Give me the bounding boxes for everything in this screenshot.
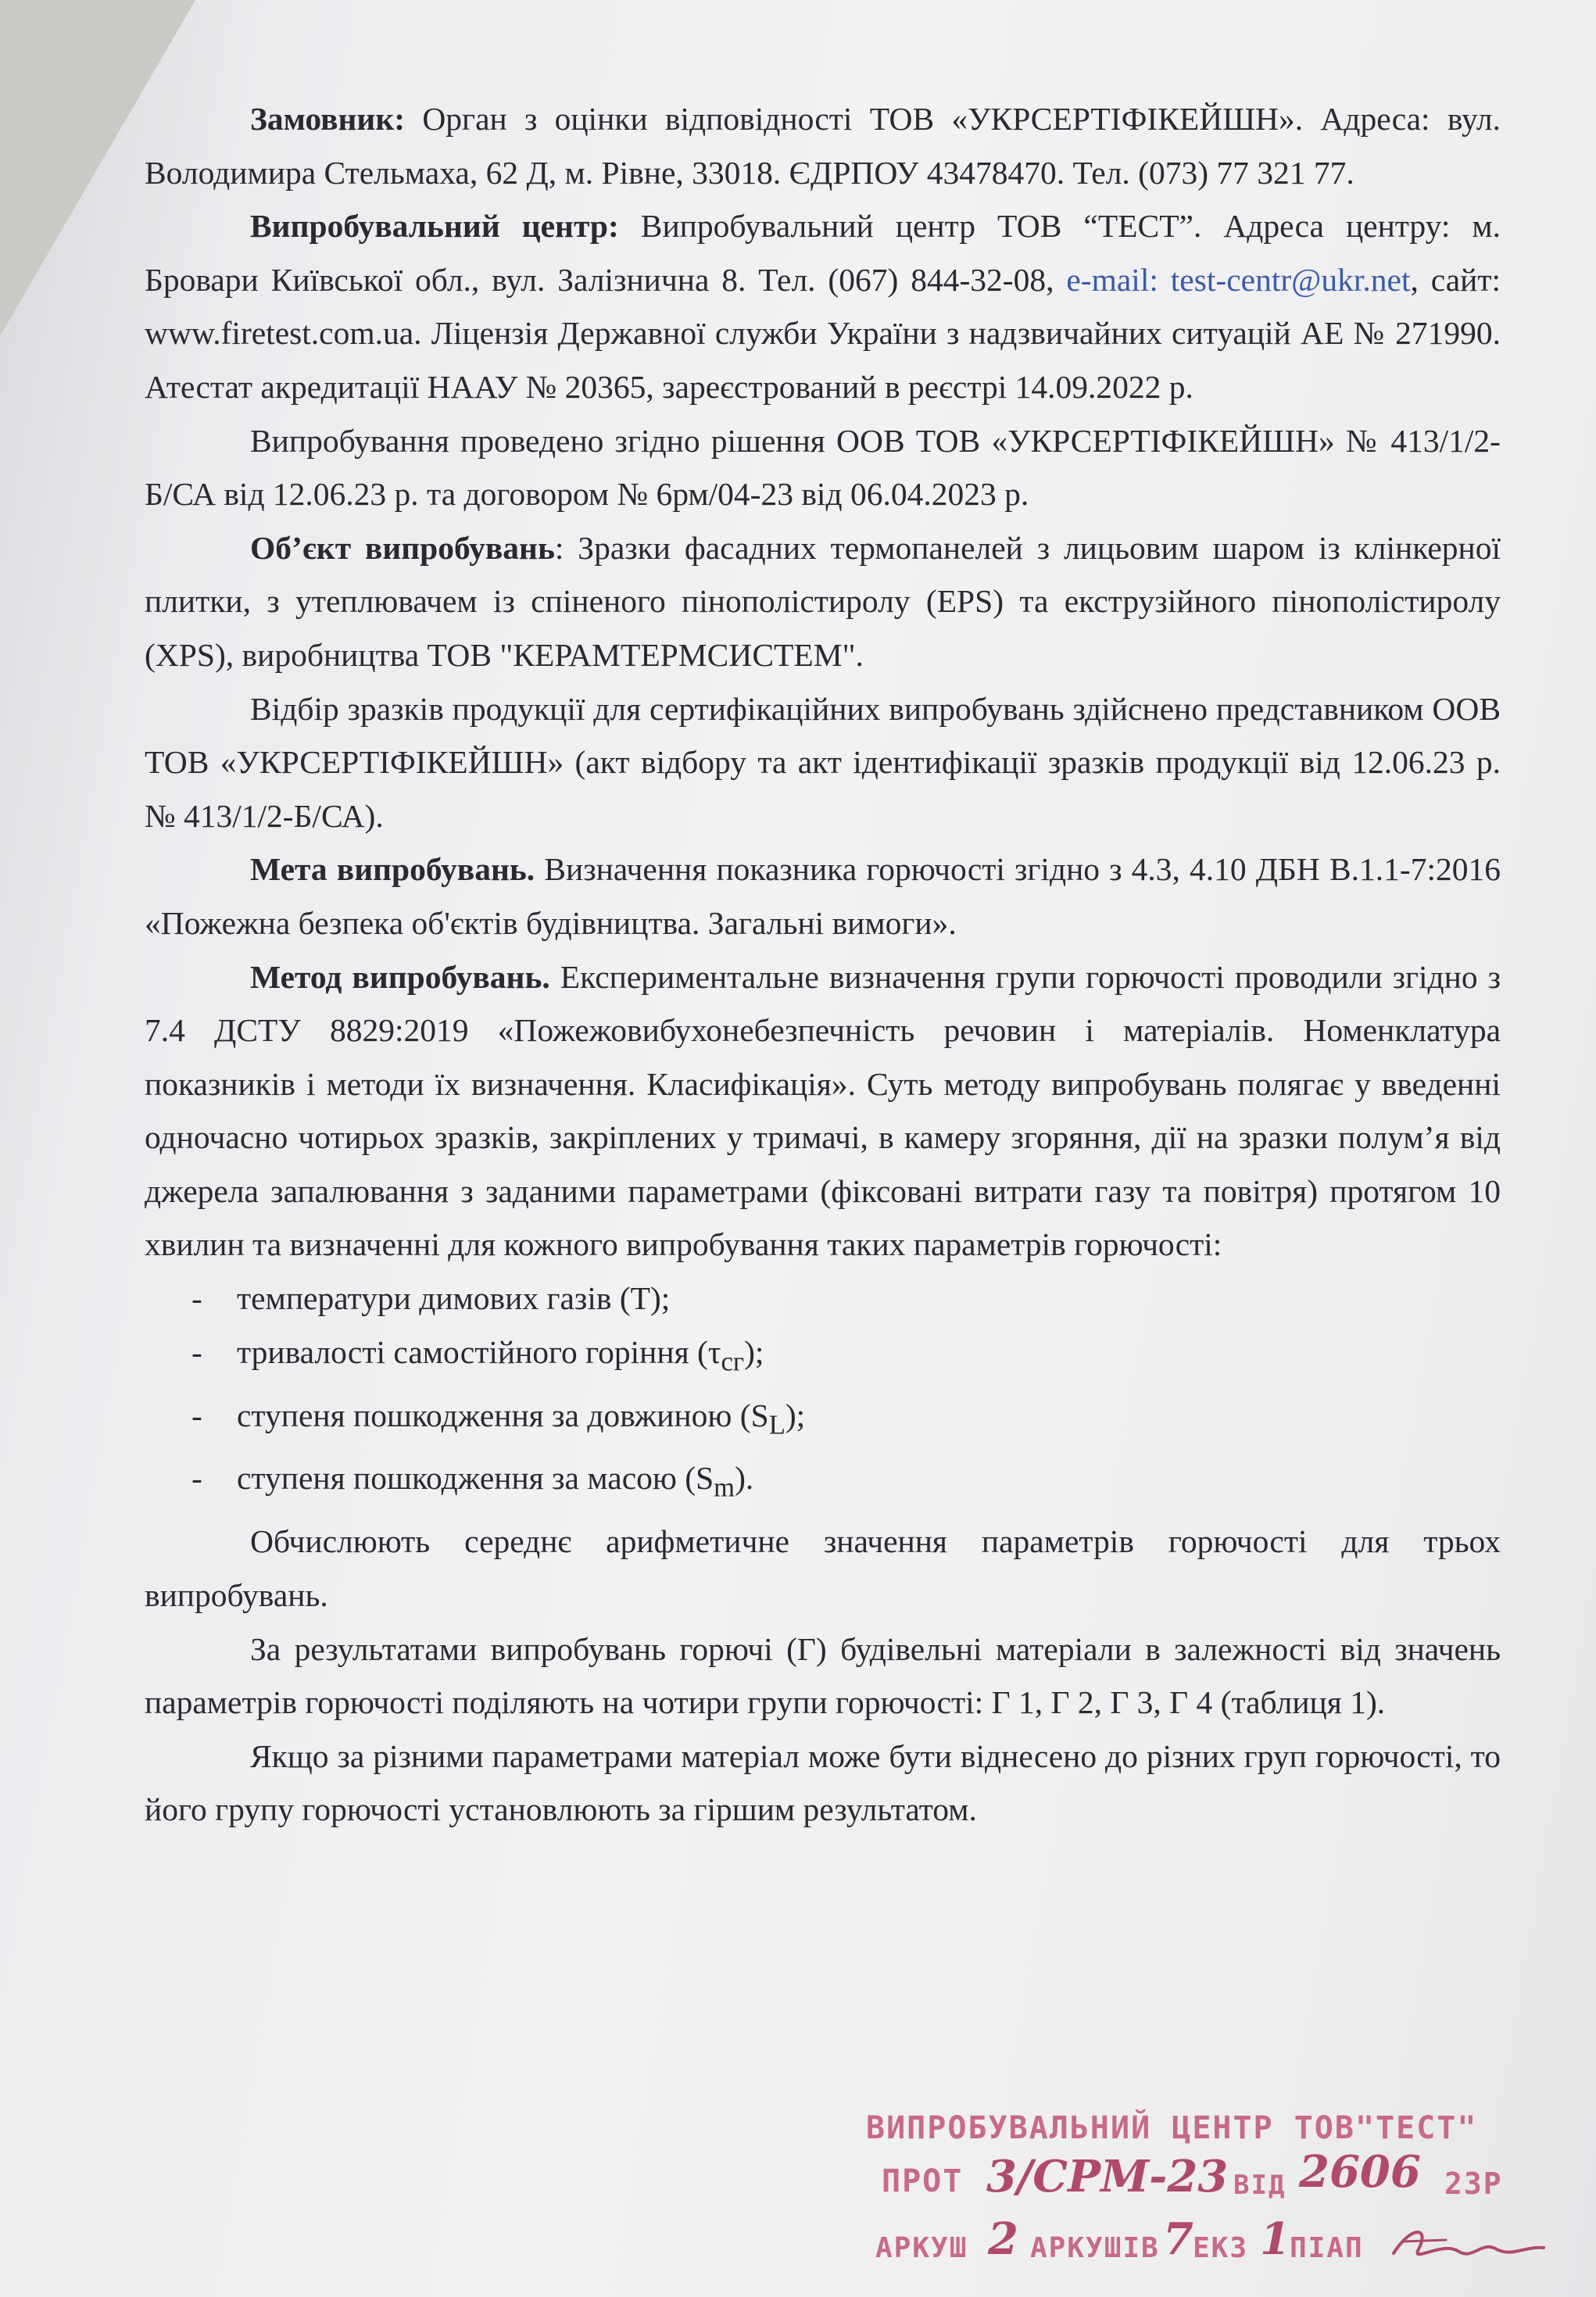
purpose-text: Визначення показника горючості згідно з 4.3, 4.10 ДБН В.1.1-7:2016 «Пожежна безпека об'єктів будівництва. Загальні вимоги».	[145, 851, 1501, 941]
test-center-label: Випробувальний центр:	[250, 208, 619, 245]
stamp-year: 23Р	[1444, 2166, 1503, 2201]
method-label: Метод випробувань.	[250, 958, 550, 995]
test-object-text: : Зразки фасадних термопанелей з лицьовим шаром із клінкерної плитки, з утеплювачем із спіненого пінополістиролу (EPS) та екструзійного пінополістиролу (XPS), виробництва ТОВ "КЕРАМТЕРМСИСТЕМ".	[145, 529, 1501, 673]
stamp-copies-label: ПІАП	[1290, 2232, 1364, 2264]
groups-paragraph: За результатами випробувань горючі (Г) будівельні матеріали в залежності від значень параметрів горючості поділяють на чотири групи горючості: Г 1, Г 2, Г 3, Г 4 (таблиця 1).	[145, 1630, 1501, 1721]
method-text: Експериментальне визначення групи горючості проводили згідно з 7.4 ДСТУ 8829:2019 «Пожежовибухонебезпечність речовин і матеріалів. Номенклатура показників і методи їх визначення. Класифікація». Суть методу випробувань полягає у введенні одночасно чотирьох зразків, закріплених у тримачі, в камеру згоряння, дії на зразки полум’я від джерела запалювання з заданими параметрами (фіксовані витрати газу та повітря) протягом 10 хвилин та визначенні для кожного випробування таких параметрів горючості:	[145, 958, 1501, 1263]
average-paragraph: Обчислюють середнє арифметичне значення параметрів горючості для трьох випробувань.	[145, 1523, 1501, 1613]
stamp-sheet-label: АРКУШ	[875, 2232, 968, 2264]
purpose-label: Мета випробувань.	[250, 851, 535, 888]
signature-image	[1387, 2218, 1551, 2273]
parameters-list	[145, 1272, 1501, 1515]
customer-text: Орган з оцінки відповідності ТОВ «УКРСЕРТІФІКЕЙШН». Адреса: вул. Володимира Стельмаха, 62 Д, м. Рівне, 33018. ЄДРПОУ 43478470. Тел. (073) 77 321 77.	[145, 101, 1501, 191]
list-item: - тривалості самостійного горіння $(\tau_{сг})$;	[145, 1326, 1501, 1389]
stamp-line-center: ВИПРОБУВАЛЬНИЙ ЦЕНТР ТОВ"ТЕСТ"	[866, 2110, 1478, 2146]
sampling-paragraph: Відбір зразків продукції для сертифікаційних випробувань здійснено представником ООВ ТОВ «УКРСЕРТІФІКЕЙШН» (акт відбору та акт ідентифікації зразків продукції від 12.06.23 р. № 413/1/2-Б/СА).	[145, 690, 1501, 834]
test-object-label: Об’єкт випробувань	[250, 529, 555, 566]
email-link[interactable]: test-centr@ukr.net	[1170, 261, 1411, 298]
stamp-copy-number: 1	[1260, 2213, 1290, 2265]
method-paragraph	[145, 950, 1501, 1272]
stamp-sheets-total: 7	[1163, 2213, 1193, 2265]
stamp-protocol-number: 3/СРМ-23	[986, 2151, 1229, 2202]
test-center-text-tail: , сайт: www.firetest.com.ua. Ліцензія Державної служби України з надзвичайних ситуацій АЕ № 271990. Атестат акредитації НААУ № 20365, зареєстрований в реєстрі 14.09.2022 р.	[145, 261, 1501, 405]
stamp-copy-label: ЕКЗ	[1193, 2232, 1249, 2264]
purpose-paragraph	[145, 843, 1501, 950]
stamp-sheets-label: АРКУШІВ	[1030, 2232, 1160, 2264]
stamp-date: 2606	[1299, 2146, 1421, 2198]
basis-paragraph: Випробування проведено згідно рішення ООВ ТОВ «УКРСЕРТІФІКЕЙШН» № 413/1/2-Б/СА від 12.06.23 р. та договором № 6рм/04-23 від 06.04.2023 р.	[145, 422, 1501, 513]
test-center-text: Випробувальний центр ТОВ “ТЕСТ”. Адреса центру: м. Бровари Київської обл., вул. Залізнична 8. Тел. (067) 844-32-08,	[145, 208, 1501, 298]
test-center-paragraph	[145, 199, 1501, 413]
list-item: - ступеня пошкодження за довжиною $(S_L)$;	[145, 1389, 1501, 1452]
list-item: - ступеня пошкодження за масою $(S_m)$.	[145, 1451, 1501, 1515]
test-object-paragraph	[145, 521, 1501, 682]
stamp-protocol-label: ПРОТ	[882, 2163, 964, 2199]
list-item: - температури димових газів (T);	[145, 1272, 1501, 1326]
email-label: e-mail:	[1066, 261, 1158, 298]
customer-paragraph	[145, 92, 1501, 199]
worst-result-paragraph: Якщо за різними параметрами матеріал може бути віднесено до різних груп горючості, то його групу горючості установлюють за гіршим результатом.	[145, 1737, 1501, 1828]
stamp-from-label: ВІД	[1233, 2170, 1286, 2201]
customer-label: Замовник:	[250, 101, 406, 137]
document-body	[145, 92, 1501, 1837]
stamp-line-protocol	[882, 2163, 963, 2199]
stamp-sheet-number: 2	[988, 2213, 1018, 2265]
